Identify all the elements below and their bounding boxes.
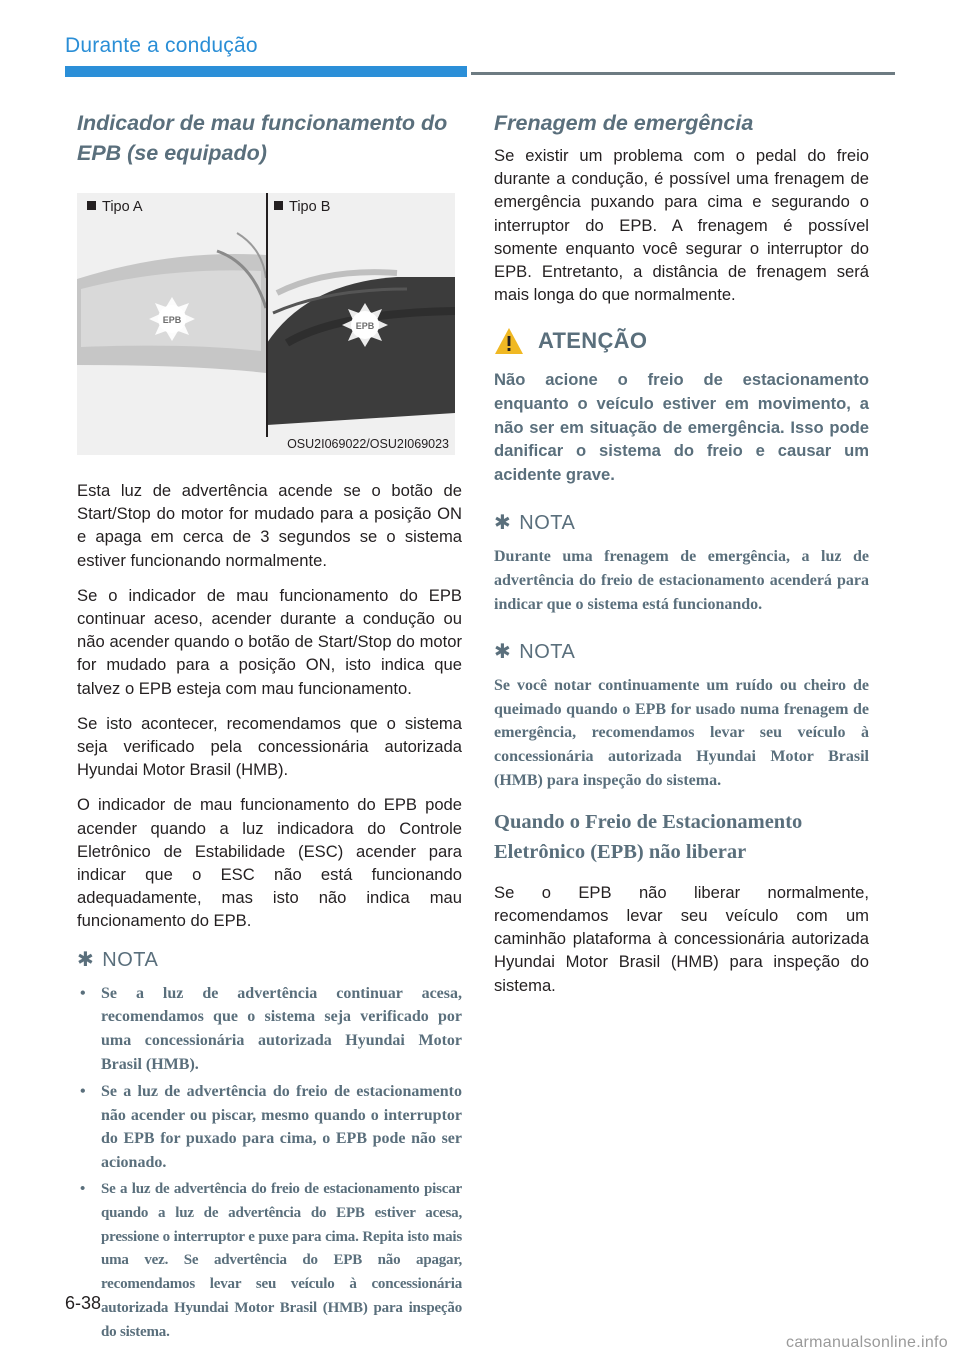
list-item: • Se a luz de advertência do freio de estacionamento piscar quando a luz de advertência do EPB estiver acesa, pressione o interruptor e puxe para cima. Repita isto mais uma vez. Se advertência do EPB não apagar, recomendamos levar seu veículo à concessionária autorizada Hyundai Motor Brasil (HMB) para inspeção do sistema. xyxy=(77,1178,462,1345)
note-x-icon: ✱ xyxy=(77,948,95,971)
note-list xyxy=(77,982,462,1345)
warning-text: Não acione o freio de estacionamento enquanto o veículo estiver em movimento, a não ser em situação de emergência. Isso pode danificar o sistema do freio e causar um acidente grave. xyxy=(494,370,869,484)
running-header: Durante a condução xyxy=(65,34,258,57)
note-x-icon: ✱ xyxy=(494,512,512,535)
epb-warning-icon xyxy=(149,297,195,341)
note-text: Durante uma frenagem de emergência, a luz de advertência do freio de estacionamento acenderá para indicar que o sistema está funcionando. xyxy=(494,548,869,613)
svg-text:EPB: EPB xyxy=(355,321,375,331)
note-heading: ✱ NOTA xyxy=(77,948,159,971)
note-x-icon: ✱ xyxy=(494,640,512,663)
figure-label-type-a: Tipo A xyxy=(87,199,143,215)
right-column xyxy=(494,108,869,1009)
section-title-epb-indicator: Indicador de mau funcionamento do EPB (se equipado) xyxy=(77,111,448,165)
epb-warning-icon xyxy=(342,303,388,347)
page-number: 6-38 xyxy=(65,1293,102,1313)
figure-caption: OSU2I069022/OSU2I069023 xyxy=(287,437,449,451)
paragraph: Esta luz de advertência acende se o botão de Start/Stop do motor for mudado para a posição ON e apaga em cerca de 3 segundos se o sistema estiver funcionando normalmente. xyxy=(77,481,462,570)
figure-divider xyxy=(266,193,268,437)
paragraph: Se o EPB não liberar normalmente, recomendamos levar seu veículo com um caminhão plataforma à concessionária autorizada Hyundai Motor Brasil (HMB) para inspeção do sistema. xyxy=(494,882,869,995)
note-text: Se você notar continuamente um ruído ou cheiro de queimado quando o EPB for usado numa frenagem de emergência, recomendamos levar seu veículo à concessionária autorizada Hyundai Motor Brasil (HMB) para inspeção do sistema. xyxy=(494,676,869,789)
header-bar-accent xyxy=(65,66,467,77)
note-heading: ✱ NOTA xyxy=(494,512,576,535)
dashboard-figure xyxy=(77,193,455,455)
paragraph: Se isto acontecer, recomendamos que o sistema seja verificado pela concessionária autorizada Hyundai Motor Brasil (HMB). xyxy=(77,713,462,780)
watermark: carmanualsonline.info xyxy=(786,1334,948,1351)
list-item: • Se a luz de advertência do freio de estacionamento não acender ou piscar, mesmo quando o interruptor do EPB for puxado para cima, o EPB pode não ser acionado. xyxy=(77,1080,462,1175)
paragraph: O indicador de mau funcionamento do EPB pode acender quando a luz indicadora do Controle Eletrônico de Estabilidade (ESC) acender para indicar que o ESC não está funcionando adequadamente, mas isto não indica mau funcionamento do EPB. xyxy=(77,795,462,931)
paragraph: Se o indicador de mau funcionamento do EPB continuar aceso, acender durante a condução ou não acender quando o botão de Start/Stop do motor for mudado para a posição ON, isto indica que talvez o EPB esteja com mau funcionamento. xyxy=(77,585,462,698)
note-heading: ✱ NOTA xyxy=(494,640,576,663)
section-title-emergency-braking: Frenagem de emergência xyxy=(494,111,754,135)
header-bar-rule xyxy=(471,72,895,75)
subsection-title: Quando o Freio de Estacionamento Eletrônico (EPB) não liberar xyxy=(494,810,803,863)
svg-text:EPB: EPB xyxy=(162,315,182,325)
left-column xyxy=(77,108,462,1348)
warning-triangle-icon xyxy=(494,326,524,356)
list-item: • Se a luz de advertência continuar acesa, recomendamos que o sistema seja verificado por uma concessionária autorizada Hyundai Motor Brasil (HMB). xyxy=(77,982,462,1077)
warning-heading: ATENÇÃO xyxy=(494,326,869,356)
figure-label-type-b: Tipo B xyxy=(274,199,330,215)
paragraph: Se existir um problema com o pedal do freio durante a condução, é possível uma frenagem de emergência puxando para cima e segurando o interruptor do EPB. A frenagem é possível somente enquanto você segurar o interruptor do EPB. Entretanto, a distância de frenagem será mais longa do que normalmente. xyxy=(494,146,869,305)
